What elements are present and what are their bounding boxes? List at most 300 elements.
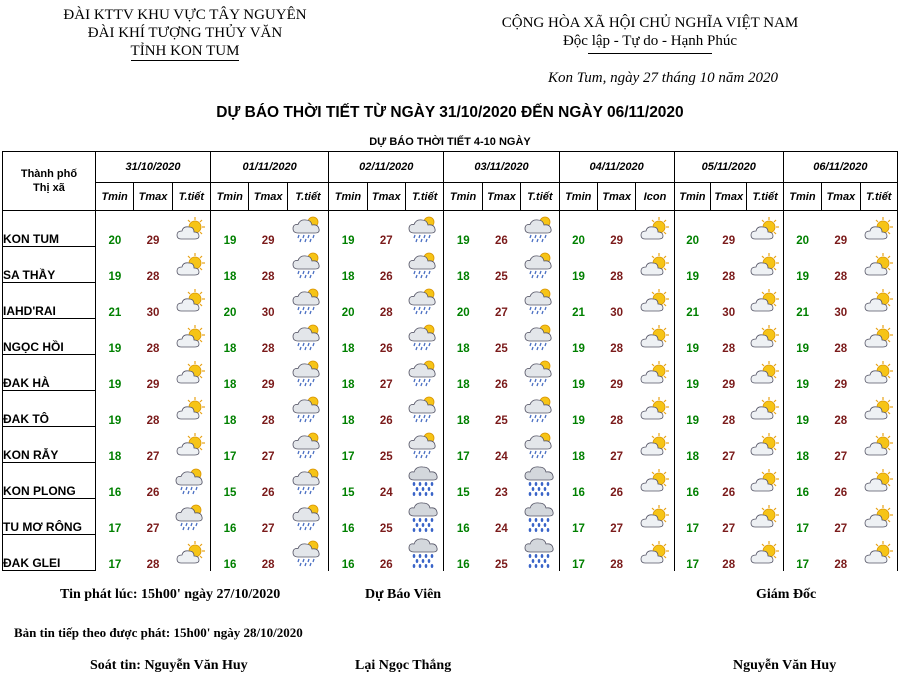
tmax-header: Tmax	[711, 183, 747, 211]
weather-cell	[860, 463, 898, 499]
weather-cell	[172, 283, 210, 319]
tmax-header: Tmax	[482, 183, 520, 211]
weather-cell	[405, 391, 443, 427]
weather-cell	[521, 283, 559, 319]
tmax-value: 28	[834, 270, 848, 283]
tmin-value: 18	[211, 355, 249, 391]
tmax-value: 27	[722, 450, 736, 463]
sun-cloud-icon	[636, 323, 674, 351]
weather-cell	[636, 391, 674, 427]
weather-header: T.tiết	[860, 183, 898, 211]
weather-cell	[521, 319, 559, 355]
tmin-value: 19	[329, 211, 367, 247]
director-name: Nguyễn Văn Huy	[733, 658, 837, 673]
tmax-value: 26	[261, 486, 275, 499]
date-header: 01/11/2020	[211, 152, 329, 183]
issued-time: Tin phát lúc: 15h00' ngày 27/10/2020	[60, 587, 281, 602]
date-header: 04/11/2020	[559, 152, 674, 183]
cloud-rain-icon	[287, 322, 328, 352]
tmin-value: 17	[95, 535, 133, 571]
weather-cell	[287, 211, 328, 247]
tmax-value: 26	[379, 414, 393, 427]
table-row	[3, 535, 898, 571]
tmin-header: Tmin	[674, 183, 710, 211]
weather-cell	[636, 499, 674, 535]
tmax-value: 28	[722, 414, 736, 427]
weather-cell	[287, 463, 328, 499]
cloud-rain-icon	[287, 502, 328, 532]
cloud-rain-icon	[521, 358, 559, 388]
national-slogan: Độc lập - Tự do - Hạnh Phúc	[562, 33, 738, 49]
tmin-value: 18	[674, 427, 710, 463]
tmin-value: 16	[783, 463, 821, 499]
city-name: SA THẦY	[3, 247, 96, 283]
cloud-rain-icon	[287, 250, 328, 280]
tmin-value: 19	[559, 391, 597, 427]
table-row	[3, 355, 898, 391]
weather-cell	[747, 535, 783, 571]
sun-cloud-icon	[172, 287, 210, 315]
weather-cell	[521, 499, 559, 535]
sun-cloud-icon	[172, 539, 210, 567]
tmax-value: 25	[379, 522, 393, 535]
tmin-value: 20	[329, 283, 367, 319]
org-line-3: TỈNH KON TUM	[130, 43, 240, 59]
checker: Soát tin: Nguyễn Văn Huy	[90, 658, 248, 673]
table-row	[3, 391, 898, 427]
sun-cloud-icon	[860, 539, 897, 567]
tmin-value: 19	[783, 391, 821, 427]
cloud-rain-icon	[405, 322, 443, 352]
tmin-value: 20	[674, 211, 710, 247]
tmin-value: 21	[95, 283, 133, 319]
weather-cell	[172, 211, 210, 247]
city-name: NGỌC HỒI	[3, 319, 96, 355]
weather-cell	[747, 427, 783, 463]
tmax-value: 26	[495, 234, 508, 247]
tmax-value: 23	[495, 486, 508, 499]
weather-cell	[521, 463, 559, 499]
tmin-value: 16	[211, 499, 249, 535]
tmax-header: Tmax	[134, 183, 172, 211]
sun-cloud-icon	[747, 251, 783, 279]
weather-cell	[405, 247, 443, 283]
tmin-value: 20	[211, 283, 249, 319]
tmin-value: 19	[444, 211, 482, 247]
tmax-value: 25	[495, 342, 508, 355]
sun-cloud-icon	[860, 467, 897, 495]
tmax-value: 24	[379, 486, 393, 499]
sun-cloud-icon	[172, 251, 210, 279]
sun-cloud-icon	[747, 539, 783, 567]
weather-header: Icon	[636, 183, 674, 211]
table-row	[3, 499, 898, 535]
heavy-rain-icon	[405, 537, 443, 569]
tmin-value: 19	[559, 319, 597, 355]
date-header: 05/11/2020	[674, 152, 783, 183]
tmax-value: 28	[146, 414, 160, 427]
weather-cell	[636, 535, 674, 571]
tmin-value: 17	[674, 535, 710, 571]
tmax-value: 26	[722, 486, 736, 499]
tmax-value: 27	[261, 522, 275, 535]
weather-cell	[860, 247, 898, 283]
weather-cell	[747, 463, 783, 499]
tmax-value: 26	[495, 378, 508, 391]
tmax-value: 24	[495, 450, 508, 463]
tmin-value: 18	[783, 427, 821, 463]
city-header-line-2: Thị xã	[33, 182, 65, 194]
tmin-value: 19	[674, 355, 710, 391]
tmin-value: 19	[783, 247, 821, 283]
tmin-value: 18	[211, 247, 249, 283]
tmin-value: 19	[95, 247, 133, 283]
tmax-value: 25	[495, 414, 508, 427]
org-line-1: ĐÀI KTTV KHU VỰC TÂY NGUYÊN	[63, 7, 307, 23]
sun-cloud-icon	[860, 287, 897, 315]
tmax-value: 30	[261, 306, 275, 319]
weather-cell	[747, 319, 783, 355]
cloud-rain-icon	[521, 214, 559, 244]
sun-cloud-icon	[860, 359, 897, 387]
tmax-value: 28	[146, 270, 160, 283]
tmin-value: 18	[211, 391, 249, 427]
tmin-value: 16	[444, 535, 482, 571]
tmax-value: 27	[834, 522, 848, 535]
weather-cell	[521, 355, 559, 391]
city-name: TU MƠ RÔNG	[3, 499, 96, 535]
weather-cell	[860, 319, 898, 355]
weather-header: T.tiết	[405, 183, 443, 211]
weather-cell	[287, 427, 328, 463]
tmin-value: 19	[211, 211, 249, 247]
tmax-value: 30	[834, 306, 848, 319]
tmax-value: 26	[379, 342, 393, 355]
tmax-value: 28	[722, 270, 736, 283]
tmax-value: 28	[722, 558, 736, 571]
tmax-value: 27	[379, 378, 393, 391]
tmax-value: 28	[261, 414, 275, 427]
heavy-rain-icon	[521, 465, 559, 497]
tmax-value: 28	[834, 558, 848, 571]
city-name: ĐAK TÔ	[3, 391, 96, 427]
tmax-value: 30	[722, 306, 736, 319]
page-subtitle: DỰ BÁO THỜI TIẾT 4-10 NGÀY	[369, 136, 531, 148]
table-row	[3, 283, 898, 319]
weather-cell	[636, 319, 674, 355]
city-name: KON RẪY	[3, 427, 96, 463]
tmin-value: 16	[329, 499, 367, 535]
tmin-value: 16	[211, 535, 249, 571]
tmin-header: Tmin	[95, 183, 133, 211]
weather-cell	[405, 463, 443, 499]
sun-cloud-icon	[636, 539, 674, 567]
weather-cell	[405, 535, 443, 571]
heavy-rain-icon	[521, 537, 559, 569]
sun-cloud-icon	[636, 359, 674, 387]
weather-cell	[636, 355, 674, 391]
tmin-header: Tmin	[329, 183, 367, 211]
national-header	[470, 14, 830, 54]
weather-cell	[287, 391, 328, 427]
table-row	[3, 247, 898, 283]
city-name: ĐAK GLEI	[3, 535, 96, 571]
tmin-value: 17	[211, 427, 249, 463]
weather-cell	[747, 211, 783, 247]
weather-cell	[172, 247, 210, 283]
tmin-value: 19	[95, 319, 133, 355]
tmax-value: 29	[610, 234, 623, 247]
table-row	[3, 319, 898, 355]
weather-cell	[747, 355, 783, 391]
director-title: Giám Đốc	[756, 587, 817, 602]
sun-cloud-icon	[172, 215, 210, 243]
weather-cell	[636, 247, 674, 283]
tmax-value: 25	[495, 270, 508, 283]
weather-cell	[287, 319, 328, 355]
sun-cloud-icon	[636, 431, 674, 459]
weather-cell	[860, 499, 898, 535]
weather-cell	[287, 535, 328, 571]
sun-cloud-icon	[860, 323, 897, 351]
tmin-value: 16	[444, 499, 482, 535]
weather-cell	[172, 319, 210, 355]
weather-cell	[747, 499, 783, 535]
weather-cell	[521, 247, 559, 283]
weather-cell	[405, 283, 443, 319]
tmax-value: 29	[610, 378, 623, 391]
tmin-value: 20	[783, 211, 821, 247]
cloud-rain-icon	[521, 322, 559, 352]
date-header: 02/11/2020	[329, 152, 444, 183]
weather-cell	[405, 355, 443, 391]
cloud-rain-icon	[172, 502, 210, 532]
tmax-value: 26	[379, 270, 393, 283]
tmin-value: 18	[444, 355, 482, 391]
tmin-value: 17	[783, 499, 821, 535]
tmin-value: 19	[783, 319, 821, 355]
tmax-value: 29	[722, 378, 736, 391]
weather-cell	[172, 535, 210, 571]
sun-cloud-icon	[636, 287, 674, 315]
tmin-value: 18	[329, 247, 367, 283]
sun-cloud-icon	[860, 503, 897, 531]
date-header: 03/11/2020	[444, 152, 559, 183]
cloud-rain-icon	[287, 430, 328, 460]
weather-cell	[860, 391, 898, 427]
tmax-value: 27	[610, 522, 623, 535]
date-line: Kon Tum, ngày 27 tháng 10 năm 2020	[548, 70, 779, 86]
sun-cloud-icon	[636, 467, 674, 495]
tmin-value: 17	[674, 499, 710, 535]
cloud-rain-icon	[287, 538, 328, 568]
tmin-value: 17	[444, 427, 482, 463]
city-header-line-1: Thành phố	[20, 168, 78, 180]
tmin-value: 18	[95, 427, 133, 463]
sun-cloud-icon	[172, 431, 210, 459]
tmax-value: 28	[610, 270, 623, 283]
sun-cloud-icon	[747, 467, 783, 495]
org-header	[45, 6, 325, 61]
weather-cell	[521, 535, 559, 571]
weather-cell	[287, 355, 328, 391]
cloud-rain-icon	[405, 250, 443, 280]
tmin-value: 18	[444, 391, 482, 427]
tmin-header: Tmin	[783, 183, 821, 211]
table-row	[3, 211, 898, 247]
tmin-value: 17	[559, 535, 597, 571]
sun-cloud-icon	[860, 431, 897, 459]
cloud-rain-icon	[405, 286, 443, 316]
sun-cloud-icon	[860, 251, 897, 279]
weather-cell	[860, 211, 898, 247]
weather-cell	[405, 427, 443, 463]
tmin-value: 15	[329, 463, 367, 499]
tmax-value: 28	[610, 342, 623, 355]
tmax-value: 27	[379, 234, 393, 247]
sun-cloud-icon	[636, 503, 674, 531]
sun-cloud-icon	[747, 359, 783, 387]
tmax-value: 26	[379, 558, 393, 571]
weather-cell	[287, 499, 328, 535]
weather-cell	[747, 391, 783, 427]
tmax-value: 27	[146, 522, 160, 535]
cloud-rain-icon	[405, 430, 443, 460]
national-motto: CỘNG HÒA XÃ HỘI CHỦ NGHĨA VIỆT NAM	[501, 15, 799, 31]
weather-cell	[172, 427, 210, 463]
tmax-value: 29	[722, 234, 736, 247]
weather-header: T.tiết	[172, 183, 210, 211]
tmax-value: 27	[834, 450, 848, 463]
sun-cloud-icon	[172, 359, 210, 387]
tmin-value: 15	[444, 463, 482, 499]
cloud-rain-icon	[287, 214, 328, 244]
tmax-value: 27	[610, 450, 623, 463]
org-line-2: ĐÀI KHÍ TƯỢNG THỦY VĂN	[87, 25, 283, 41]
tmin-value: 21	[559, 283, 597, 319]
weather-header: T.tiết	[747, 183, 783, 211]
tmax-header: Tmax	[249, 183, 287, 211]
tmin-value: 18	[211, 319, 249, 355]
weather-cell	[521, 427, 559, 463]
weather-cell	[405, 499, 443, 535]
weather-cell	[747, 247, 783, 283]
tmin-value: 19	[559, 247, 597, 283]
tmin-value: 18	[444, 247, 482, 283]
tmin-value: 17	[783, 535, 821, 571]
tmax-value: 28	[379, 306, 393, 319]
tmax-value: 30	[146, 306, 160, 319]
cloud-rain-icon	[521, 250, 559, 280]
tmax-value: 28	[834, 342, 848, 355]
cloud-rain-icon	[405, 214, 443, 244]
tmin-value: 18	[559, 427, 597, 463]
cloud-rain-icon	[405, 358, 443, 388]
sun-cloud-icon	[747, 323, 783, 351]
tmin-value: 20	[444, 283, 482, 319]
tmin-value: 21	[674, 283, 710, 319]
tmin-value: 19	[95, 355, 133, 391]
tmin-value: 17	[329, 427, 367, 463]
tmin-value: 18	[444, 319, 482, 355]
cloud-rain-icon	[521, 430, 559, 460]
tmin-value: 19	[783, 355, 821, 391]
cloud-rain-icon	[287, 394, 328, 424]
tmax-value: 28	[722, 342, 736, 355]
tmin-value: 20	[559, 211, 597, 247]
heavy-rain-icon	[405, 501, 443, 533]
tmax-value: 27	[261, 450, 275, 463]
sun-cloud-icon	[747, 431, 783, 459]
tmax-value: 28	[146, 558, 160, 571]
tmin-header: Tmin	[444, 183, 482, 211]
date-header: 06/11/2020	[783, 152, 897, 183]
city-name: IAHD'RAI	[3, 283, 96, 319]
tmin-value: 17	[95, 499, 133, 535]
tmin-value: 16	[674, 463, 710, 499]
tmax-header: Tmax	[367, 183, 405, 211]
tmin-value: 16	[95, 463, 133, 499]
weather-cell	[405, 211, 443, 247]
tmin-value: 19	[674, 319, 710, 355]
city-name: ĐAK HÀ	[3, 355, 96, 391]
tmin-value: 18	[329, 355, 367, 391]
tmin-value: 15	[211, 463, 249, 499]
tmin-value: 19	[674, 391, 710, 427]
weather-cell	[860, 283, 898, 319]
weather-cell	[636, 427, 674, 463]
sun-cloud-icon	[860, 395, 897, 423]
forecaster-title: Dự Báo Viên	[365, 587, 442, 602]
weather-header: T.tiết	[521, 183, 559, 211]
tmax-value: 29	[834, 378, 848, 391]
weather-cell	[405, 319, 443, 355]
tmin-value: 17	[559, 499, 597, 535]
tmax-value: 26	[610, 486, 623, 499]
tmin-value: 19	[559, 355, 597, 391]
tmax-value: 24	[495, 522, 508, 535]
weather-cell	[172, 391, 210, 427]
tmax-value: 27	[722, 522, 736, 535]
city-name: KON TUM	[3, 211, 96, 247]
tmax-value: 28	[610, 558, 623, 571]
weather-cell	[287, 247, 328, 283]
heavy-rain-icon	[405, 465, 443, 497]
table-row	[3, 427, 898, 463]
weather-cell	[860, 355, 898, 391]
tmin-value: 16	[559, 463, 597, 499]
weather-cell	[172, 499, 210, 535]
tmax-value: 26	[146, 486, 160, 499]
tmax-value: 29	[261, 378, 275, 391]
tmax-value: 25	[495, 558, 508, 571]
tmax-value: 28	[610, 414, 623, 427]
city-column-header	[3, 152, 96, 211]
tmin-value: 18	[329, 391, 367, 427]
cloud-rain-icon	[287, 466, 328, 496]
tmax-value: 29	[834, 234, 848, 247]
tmax-header: Tmax	[822, 183, 860, 211]
forecast-table	[2, 151, 898, 571]
tmax-value: 30	[610, 306, 623, 319]
sun-cloud-icon	[636, 215, 674, 243]
tmin-value: 19	[674, 247, 710, 283]
weather-cell	[521, 391, 559, 427]
sun-cloud-icon	[172, 323, 210, 351]
weather-cell	[860, 427, 898, 463]
heavy-rain-icon	[521, 501, 559, 533]
weather-cell	[287, 283, 328, 319]
